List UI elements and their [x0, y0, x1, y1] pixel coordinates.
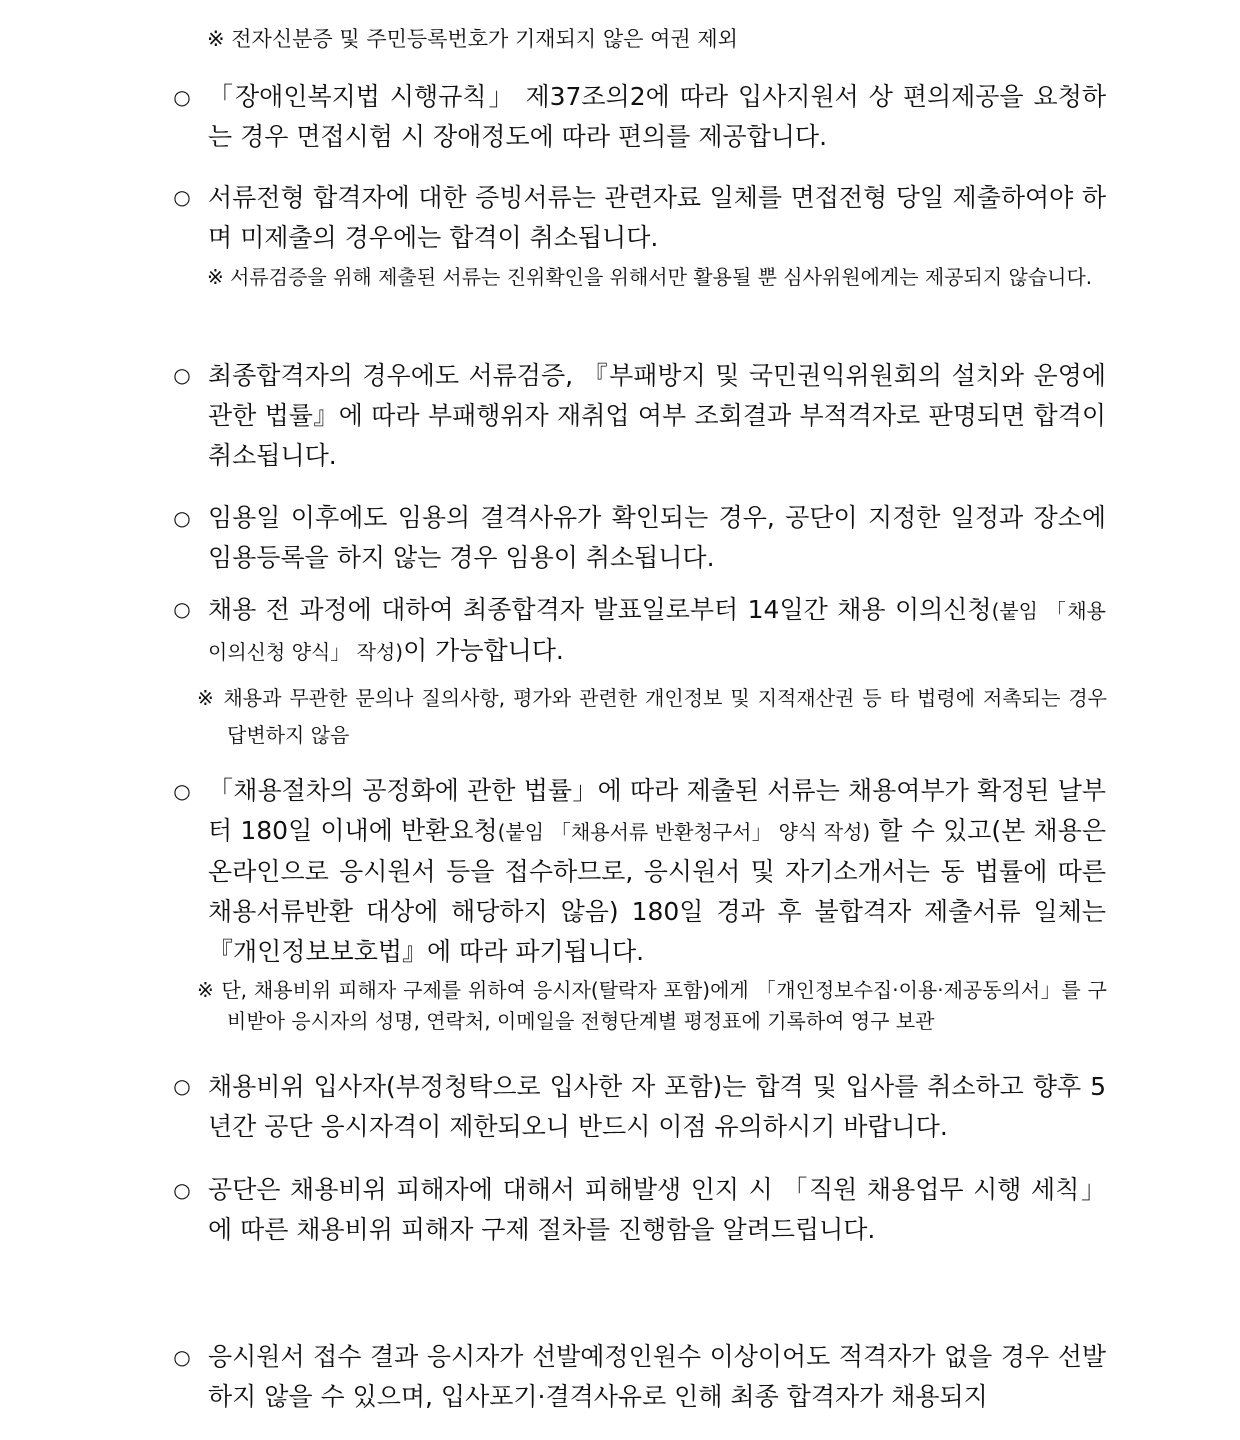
return-text-a: 「채용절차의 공정화에 관한 법률」에 따라 제출된 서류는 채용여부가 확정된 날부터 180일 이내에 반환요청 [208, 776, 1106, 845]
bullet-icon: ○ [173, 1178, 191, 1202]
note-document-proof: ※ 서류검증을 위해 제출된 서류는 진위확인을 위해서만 활용될 뿐 심사위원에게는 제공되지 않습니다. [207, 265, 1093, 289]
objection-text-a: 채용 전 과정에 대하여 최종합격자 발표일로부터 14일간 채용 이의신청 [208, 595, 992, 624]
return-text-b: 할 수 있고(본 채용은 온라인으로 응시원서 등을 접수하므로, 응시원서 및 자기소개서는 동 법률에 따른 채용서류반환 대상에 해당하지 않음) 180일 경과 후 불합격자 제출서류 일체는 『개인정보보호법』에 따라 파기됩니다. [208, 816, 1106, 966]
bullet-icon: ○ [173, 85, 191, 109]
notice-item-victim-relief: 공단은 채용비위 피해자에 대해서 피해발생 인지 시 「직원 채용업무 시행 세칙」에 따른 채용비위 피해자 구제 절차를 진행함을 알려드립니다. [208, 1175, 1106, 1244]
notice-item-disability: 「장애인복지법 시행규칙」 제37조의2에 따라 입사지원서 상 편의제공을 요청하는 경우 면접시험 시 장애정도에 따라 편의를 제공합니다. [208, 82, 1106, 151]
objection-text-b: 이 가능합니다. [403, 636, 564, 665]
top-note: ※ 전자신분증 및 주민등록번호가 기재되지 않은 여권 제외 [207, 27, 738, 51]
bullet-icon: ○ [173, 1074, 191, 1098]
bullet-icon: ○ [173, 506, 191, 530]
notice-item-document-return [208, 771, 1106, 972]
note-document-return: ※ 단, 채용비위 피해자 구제를 위하여 응시자(탈락자 포함)에게 「개인정보수집·이용·제공동의서」를 구비받아 응시자의 성명, 연락처, 이메일을 전형단계별 평정표에 기록하여 영구 보관 [197, 978, 1107, 1033]
bullet-icon: ○ [173, 185, 191, 209]
bullet-icon: ○ [173, 597, 191, 621]
bullet-icon: ○ [173, 363, 191, 387]
notice-item-objection [208, 590, 1106, 672]
notice-item-hiring-irregularity: 채용비위 입사자(부정청탁으로 입사한 자 포함)는 합격 및 입사를 취소하고 향후 5년간 공단 응시자격이 제한되오니 반드시 이점 유의하시기 바랍니다. [208, 1072, 1106, 1141]
bullet-icon: ○ [173, 1345, 191, 1369]
bullet-icon: ○ [173, 779, 191, 803]
notice-item-no-selection: 응시원서 접수 결과 응시자가 선발예정인원수 이상이어도 적격자가 없을 경우 선발하지 않을 수 있으며, 입사포기·결격사유로 인해 최종 합격자가 채용되지 [208, 1342, 1106, 1411]
notice-item-document-proof: 서류전형 합격자에 대한 증빙서류는 관련자료 일체를 면접전형 당일 제출하여야 하며 미제출의 경우에는 합격이 취소됩니다. [208, 183, 1106, 252]
notice-item-final-check: 최종합격자의 경우에도 서류검증, 『부패방지 및 국민권익위원회의 설치와 운영에 관한 법률』에 따라 부패행위자 재취업 여부 조회결과 부적격자로 판명되면 합격이 취소됩니다. [208, 361, 1106, 470]
objection-text-attachment: (붙임 「채용 이의신청 양식」 작성) [208, 599, 1106, 664]
notice-item-appointment: 임용일 이후에도 임용의 결격사유가 확인되는 경우, 공단이 지정한 일정과 장소에 임용등록을 하지 않는 경우 임용이 취소됩니다. [208, 503, 1106, 572]
note-objection: ※ 채용과 무관한 문의나 질의사항, 평가와 관련한 개인정보 및 지적재산권 등 타 법령에 저촉되는 경우 답변하지 않음 [197, 686, 1107, 747]
return-text-attachment: (붙임 「채용서류 반환청구서」 양식 작성) [497, 820, 871, 844]
